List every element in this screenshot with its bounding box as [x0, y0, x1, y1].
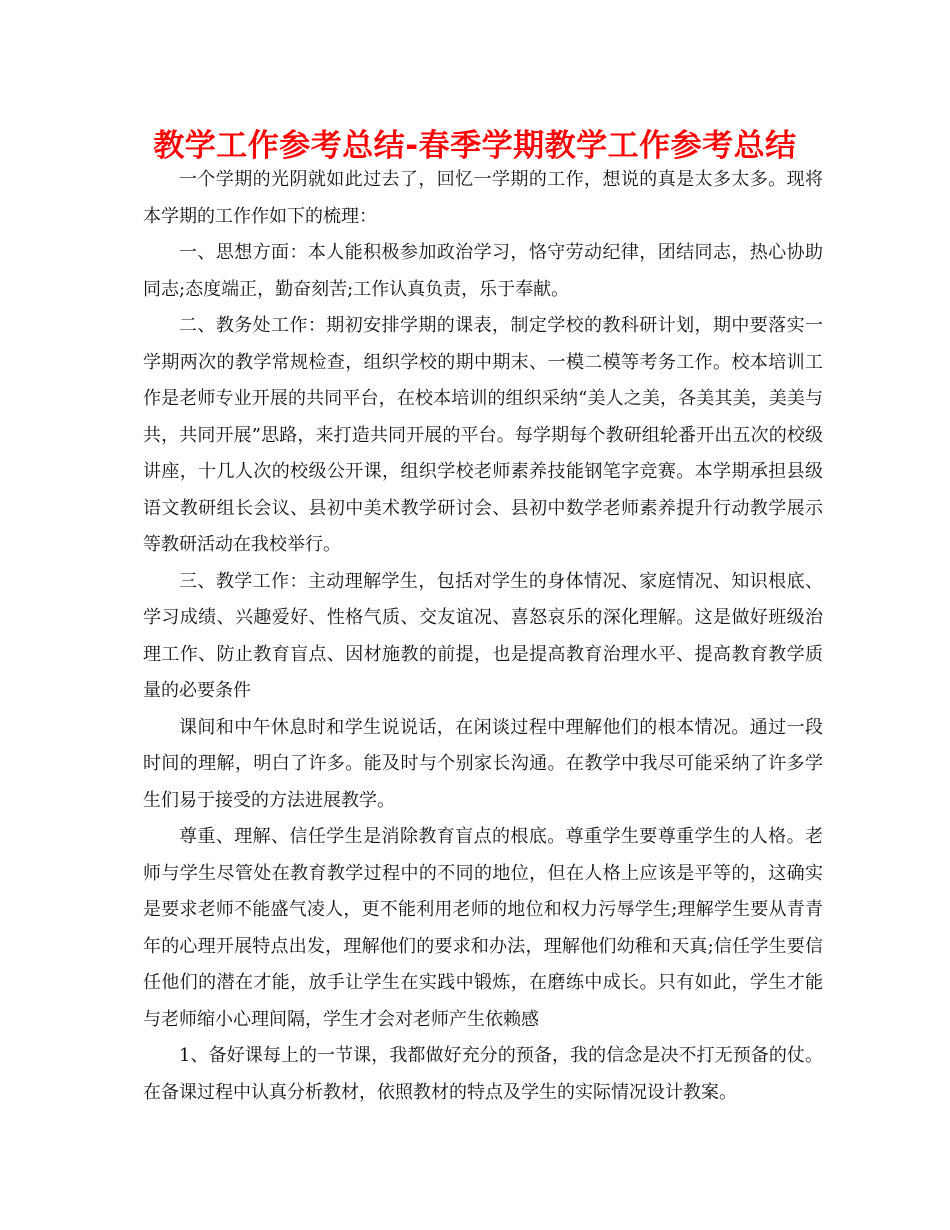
document-body [143, 162, 823, 1111]
paragraph: 一、思想方面：本人能积极参加政治学习，恪守劳动纪律，团结同志，热心协助同志;态度端正，勤奋刻苦;工作认真负责，乐于奉献。 [143, 242, 823, 300]
paragraph: 二、教务处工作：期初安排学期的课表，制定学校的教科研计划，期中要落实一学期两次的教学常规检查，组织学校的期中期末、一模二模等考务工作。校本培训工作是老师专业开展的共同平台，在校本培训的组织采纳“美人之美，各美其美，美美与共，共同开展”思路，来打造共同开展的平台。每学期每个教研组轮番开出五次的校级讲座，十几人次的校级公开课，组织学校老师素养技能钢笔字竞赛。本学期承担县级语文教研组长会议、县初中美术教学研讨会、县初中数学老师素养提升行动教学展示等教研活动在我校举行。 [143, 315, 823, 555]
paragraph: 尊重、理解、信任学生是消除教育盲点的根底。尊重学生要尊重学生的人格。老师与学生尽管处在教育教学过程中的不同的地位，但在人格上应该是平等的，这确实是要求老师不能盛气凌人，更不能利用老师的地位和权力污辱学生;理解学生要从青青年的心理开展特点出发，理解他们的要求和办法，理解他们幼稚和天真;信任学生要信任他们的潜在才能，放手让学生在实践中锻炼，在磨练中成长。只有如此，学生才能与老师缩小心理间隔，学生才会对老师产生依赖感 [143, 826, 823, 1030]
paragraph: 1、备好课每上的一节课，我都做好充分的预备，我的信念是决不打无预备的仗。在备课过程中认真分析教材，依照教材的特点及学生的实际情况设计教案。 [143, 1045, 823, 1103]
paragraph: 课间和中午休息时和学生说说话，在闲谈过程中理解他们的根本情况。通过一段时间的理解，明白了许多。能及时与个别家长沟通。在教学中我尽可能采纳了许多学生们易于接受的方法进展教学。 [143, 716, 823, 811]
document-title: 教学工作参考总结-春季学期教学工作参考总结 [153, 128, 797, 164]
paragraph: 一个学期的光阴就如此过去了，回忆一学期的工作，想说的真是太多太多。现将本学期的工作作如下的梳理： [143, 169, 823, 227]
paragraph: 三、教学工作：主动理解学生，包括对学生的身体情况、家庭情况、知识根底、学习成绩、兴趣爱好、性格气质、交友谊况、喜怒哀乐的深化理解。这是做好班级治理工作、防止教育盲点、因材施教的前提，也是提高教育治理水平、提高教育教学质量的必要条件 [143, 570, 823, 701]
